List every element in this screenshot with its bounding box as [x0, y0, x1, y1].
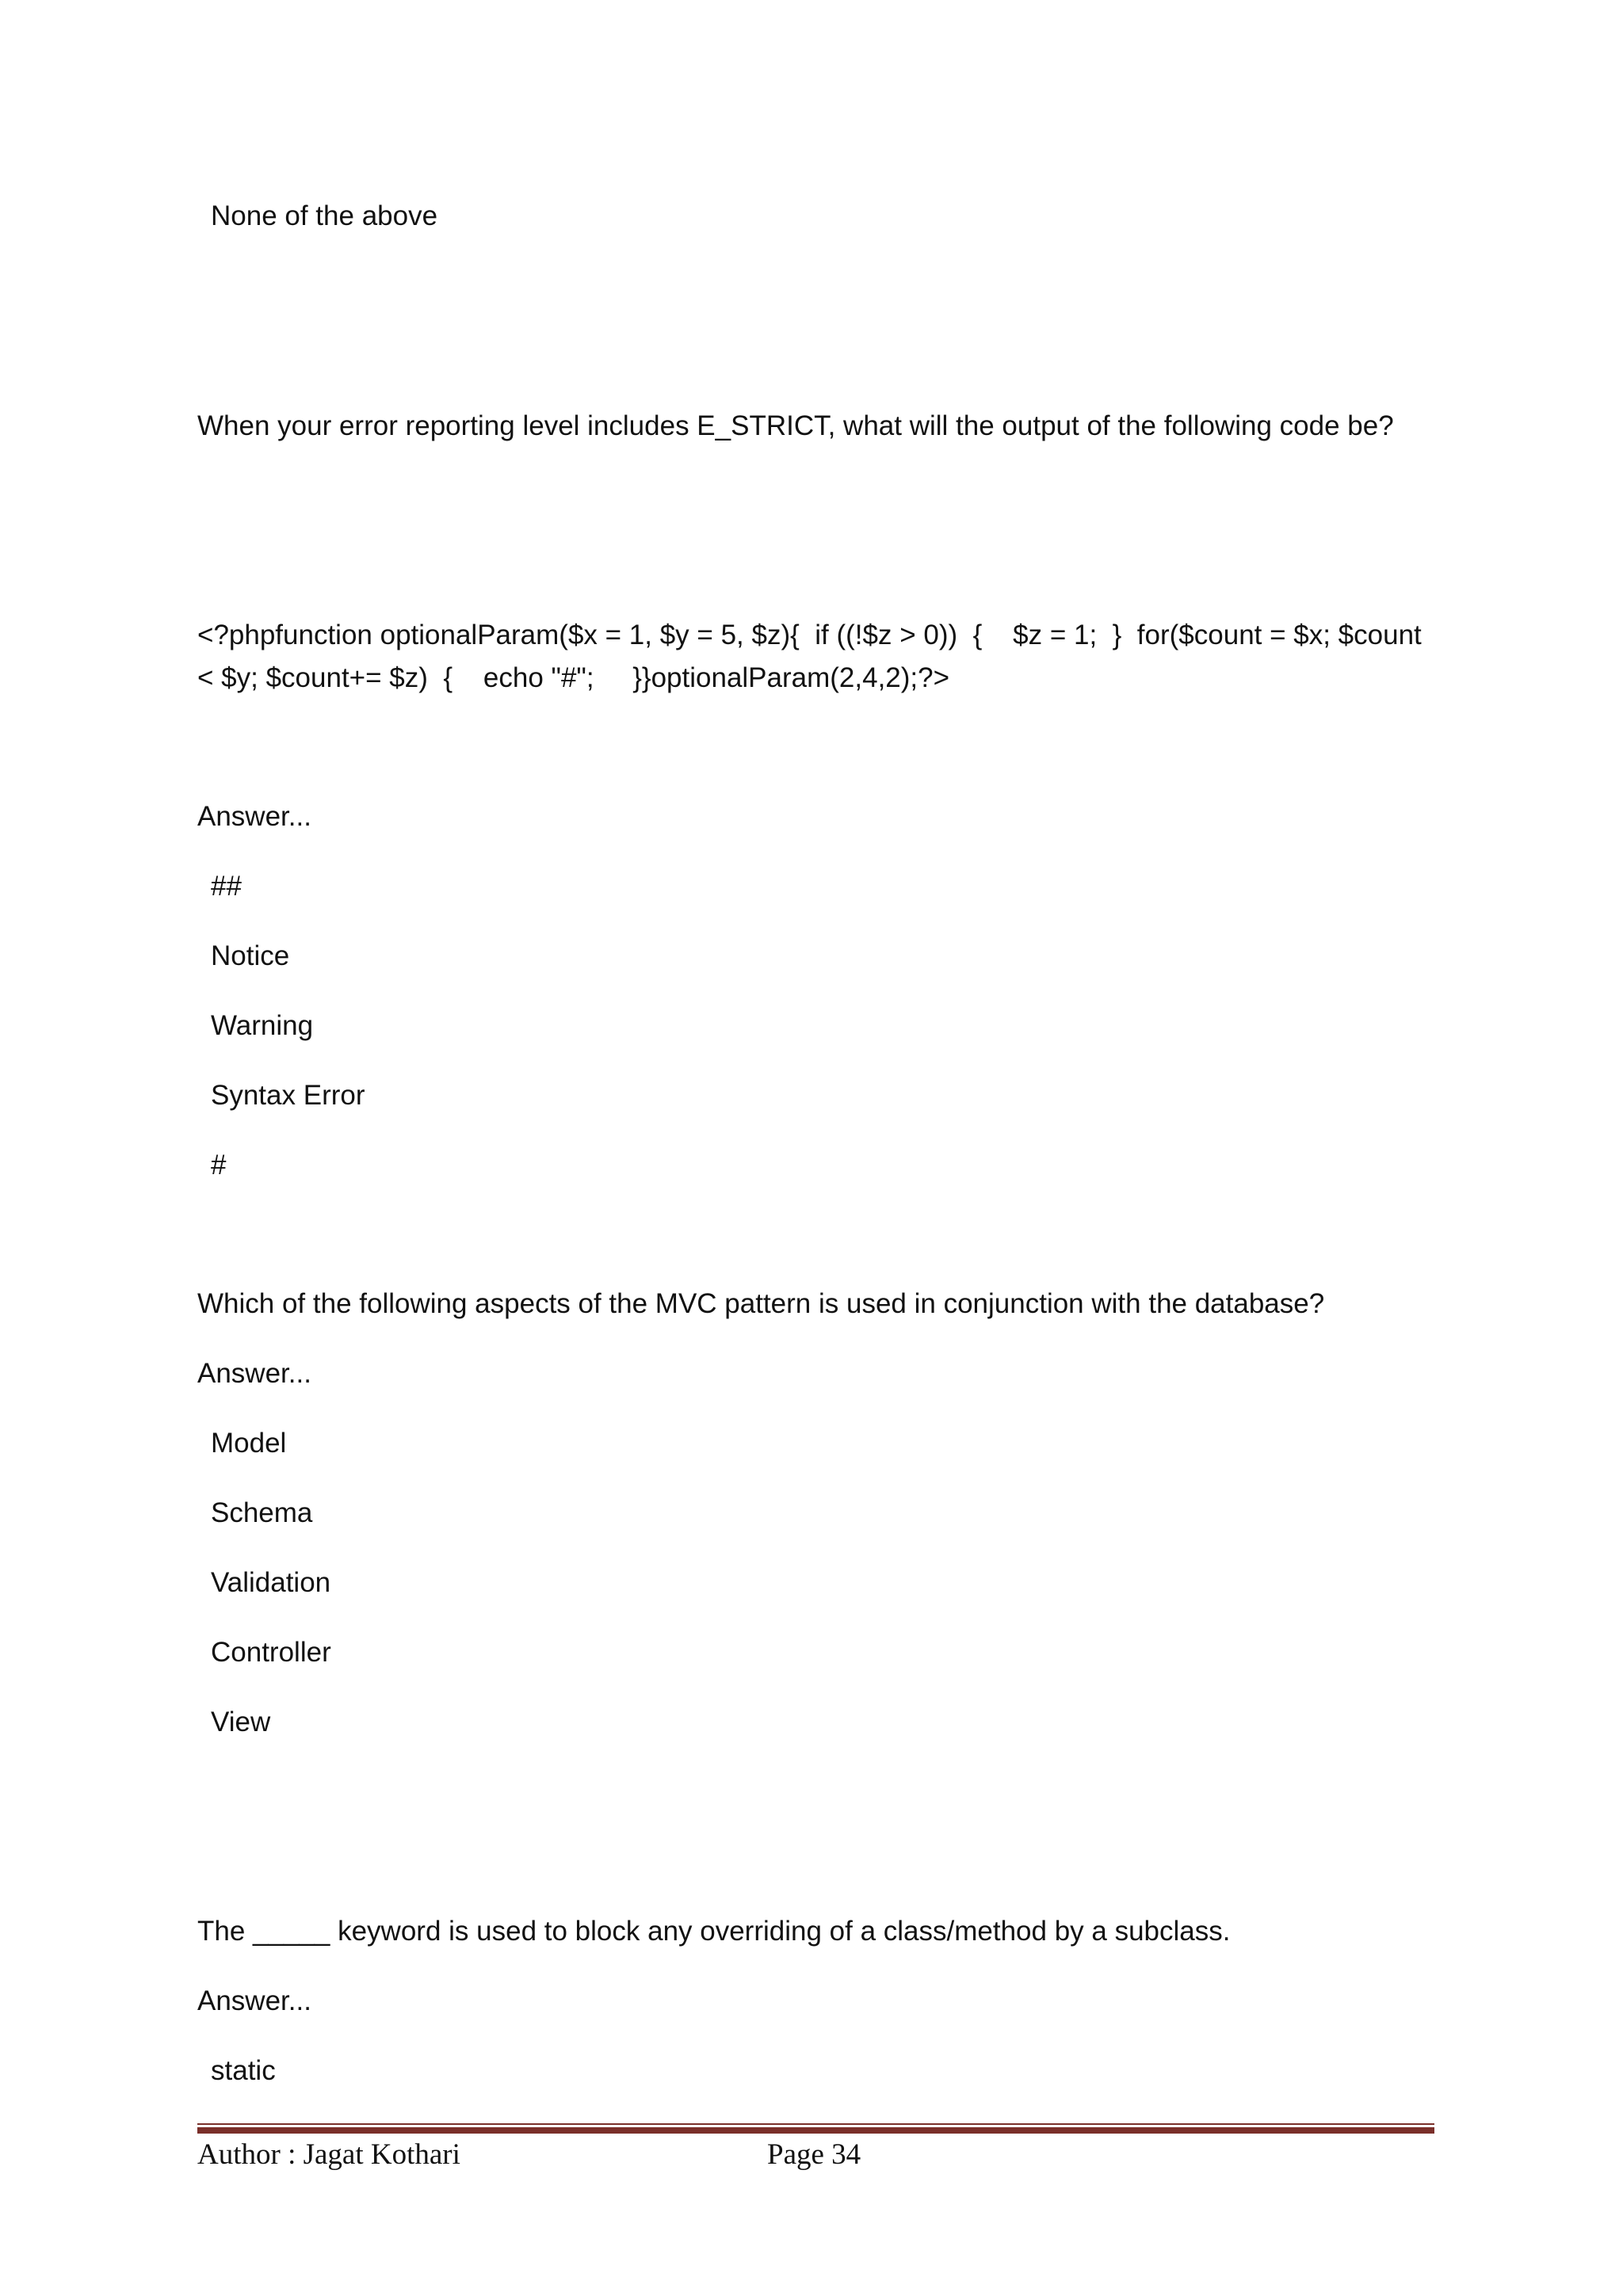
- option-item: View: [211, 1707, 271, 1737]
- option-item: Syntax Error: [211, 1080, 365, 1111]
- footer-rule-thick: [197, 2127, 1434, 2134]
- question-text: Which of the following aspects of the MVC pattern is used in conjunction with the database?: [197, 1288, 1325, 1319]
- option-item: static: [211, 2055, 276, 2086]
- footer-rule-thin: [197, 2123, 1434, 2125]
- footer-author: Author : Jagat Kothari: [197, 2138, 460, 2171]
- question-text: The _____ keyword is used to block any overriding of a class/method by a subclass.: [197, 1916, 1231, 1947]
- answer-label: Answer...: [197, 1985, 311, 2016]
- question-text: When your error reporting level includes E_STRICT, what will the output of the following code be?: [197, 410, 1394, 441]
- option-item: None of the above: [211, 200, 438, 231]
- option-item: Warning: [211, 1010, 314, 1041]
- code-snippet: <?phpfunction optionalParam($x = 1, $y = 5, $z){ if ((!$z > 0)) { $z = 1; } for($count = $x; $count < $y; $count+= $z) { echo "#"; }}optionalParam(2,4,2);?>: [197, 620, 1430, 693]
- page-number: Page 34: [767, 2138, 861, 2171]
- option-item: ##: [211, 871, 242, 902]
- option-item: Validation: [211, 1567, 331, 1598]
- answer-label: Answer...: [197, 1358, 311, 1389]
- option-item: Controller: [211, 1637, 331, 1668]
- option-item: Model: [211, 1428, 287, 1459]
- option-item: #: [211, 1150, 227, 1180]
- option-item: Notice: [211, 940, 290, 971]
- option-item: Schema: [211, 1497, 313, 1528]
- answer-label: Answer...: [197, 801, 311, 832]
